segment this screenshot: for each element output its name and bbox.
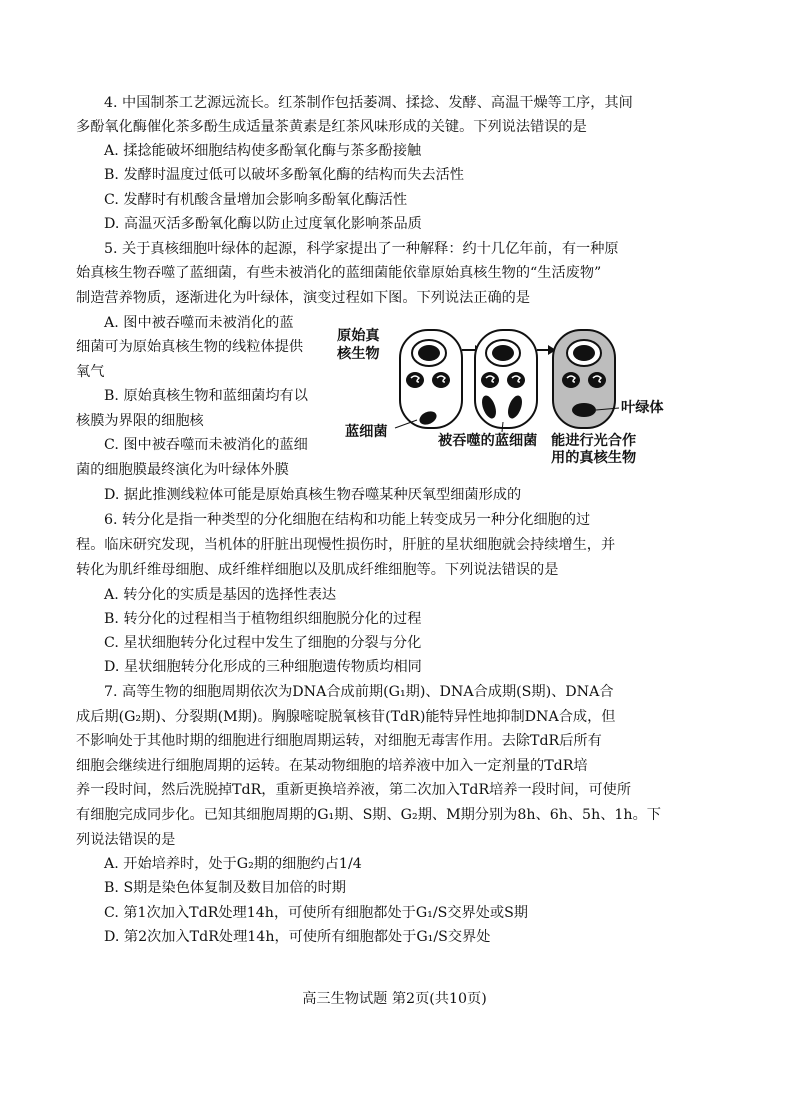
q7-option-a: A. 开始培养时，处于G₂期的细胞约占1/4 [104, 856, 362, 872]
page-footer: 高三生物试题 第2页(共10页) [302, 991, 487, 1007]
q5-stem-line2: 始真核生物吞噬了蓝细菌，有些未被消化的蓝细菌能依靠原始真核生物的“生活废物” [76, 265, 602, 281]
q7-stem-line1: 7. 高等生物的细胞周期依次为DNA合成前期(G₁期)、DNA合成期(S期)、DNA合 [104, 684, 614, 700]
q6-stem-line1: 6. 转分化是指一种类型的分化细胞在结构和功能上转变成另一种分化细胞的过 [104, 512, 591, 528]
q7-option-c: C. 第1次加入TdR处理14h，可使所有细胞都处于G₁/S交界处或S期 [104, 905, 528, 921]
label-primitive-eukaryote-line1: 原始真 [337, 328, 380, 344]
q7-option-b: B. S期是染色体复制及数目加倍的时期 [104, 880, 346, 896]
q5-option-b-line1: B. 原始真核生物和蓝细菌均有以 [104, 388, 308, 404]
chloroplast [572, 403, 596, 417]
label-engulfed-cyanobacterium: 被吞噬的蓝细菌 [438, 433, 538, 449]
q5-stem-line3: 制造营养物质，逐渐进化为叶绿体，演变过程如下图。下列说法正确的是 [76, 290, 531, 306]
q5-option-a-line3: 氧气 [76, 364, 105, 380]
q5-option-a-line1: A. 图中被吞噬而未被消化的蓝 [104, 315, 294, 331]
q4-option-c: C. 发酵时有机酸含量增加会影响多酚氧化酶活性 [104, 192, 408, 208]
q5-option-c-line2: 菌的细胞膜最终演化为叶绿体外膜 [76, 462, 289, 478]
q4-option-a: A. 揉捻能破坏细胞结构使多酚氧化酶与茶多酚接触 [104, 143, 422, 159]
q6-stem-line2: 程。临床研究发现，当机体的肝脏出现慢性损伤时，肝脏的星状细胞就会持续增生，并 [76, 537, 616, 553]
q6-option-a: A. 转分化的实质是基因的选择性表达 [104, 587, 337, 603]
q7-stem-line3: 不影响处于其他时期的细胞进行细胞周期运转，对细胞无毒害作用。去除TdR后所有 [76, 733, 602, 749]
label-photosynthetic-eukaryote-line2: 用的真核生物 [551, 450, 637, 466]
label-chloroplast: 叶绿体 [621, 400, 664, 416]
q4-option-b: B. 发酵时温度过低可以破坏多酚氧化酶的结构而失去活性 [104, 167, 464, 183]
q6-option-c: C. 星状细胞转分化过程中发生了细胞的分裂与分化 [104, 635, 422, 651]
q7-stem-line2: 成后期(G₂期)、分裂期(M期)。胸腺嘧啶脱氧核苷(TdR)能特异性地抑制DNA合成，但 [76, 709, 616, 725]
q7-stem-line7: 列说法错误的是 [76, 832, 176, 848]
q4-option-d: D. 高温灭活多酚氧化酶以防止过度氧化影响茶品质 [104, 216, 422, 232]
q7-stem-line6: 有细胞完成同步化。已知其细胞周期的G₁期、S期、G₂期、M期分别为8h、6h、5h、1h。下 [76, 807, 661, 823]
label-cyanobacterium: 蓝细菌 [345, 424, 388, 440]
label-primitive-eukaryote-line2: 核生物 [337, 346, 380, 362]
engulfing-cell [475, 330, 537, 428]
q6-option-b: B. 转分化的过程相当于植物组织细胞脱分化的过程 [104, 611, 422, 627]
q5-stem-line1: 5. 关于真核细胞叶绿体的起源，科学家提出了一种解释：约十几亿年前，有一种原 [104, 241, 619, 257]
q5-option-a-line2: 细菌可为原始真核生物的线粒体提供 [76, 339, 304, 355]
q5-option-c-line1: C. 图中被吞噬而未被消化的蓝细 [104, 437, 308, 453]
photosynthetic-eukaryote-cell [553, 330, 615, 428]
q4-stem-line2: 多酚氧化酶催化茶多酚生成适量茶黄素是红茶风味形成的关键。下列说法错误的是 [76, 119, 587, 135]
q7-stem-line4: 细胞会继续进行细胞周期的运转。在某动物细胞的培养液中加入一定剂量的TdR培 [76, 758, 588, 774]
q6-option-d: D. 星状细胞转分化形成的三种细胞遗传物质均相同 [104, 659, 422, 675]
q7-stem-line5: 养一段时间，然后洗脱掉TdR，重新更换培养液，第二次加入TdR培养一段时间，可使所 [76, 782, 632, 798]
q7-option-d: D. 第2次加入TdR处理14h，可使所有细胞都处于G₁/S交界处 [104, 929, 491, 945]
label-photosynthetic-eukaryote-line1: 能进行光合作 [551, 433, 637, 449]
q5-option-d: D. 据此推测线粒体可能是原始真核生物吞噬某种厌氧型细菌形成的 [104, 487, 522, 503]
q5-option-b-line2: 核膜为界限的细胞核 [76, 413, 204, 429]
q4-stem-line1: 4. 中国制茶工艺源远流长。红茶制作包括萎凋、揉捻、发酵、高温干燥等工序，其间 [104, 95, 633, 111]
q6-stem-line3: 转化为肌纤维母细胞、成纤维样细胞以及肌成纤维细胞等。下列说法错误的是 [76, 562, 559, 578]
